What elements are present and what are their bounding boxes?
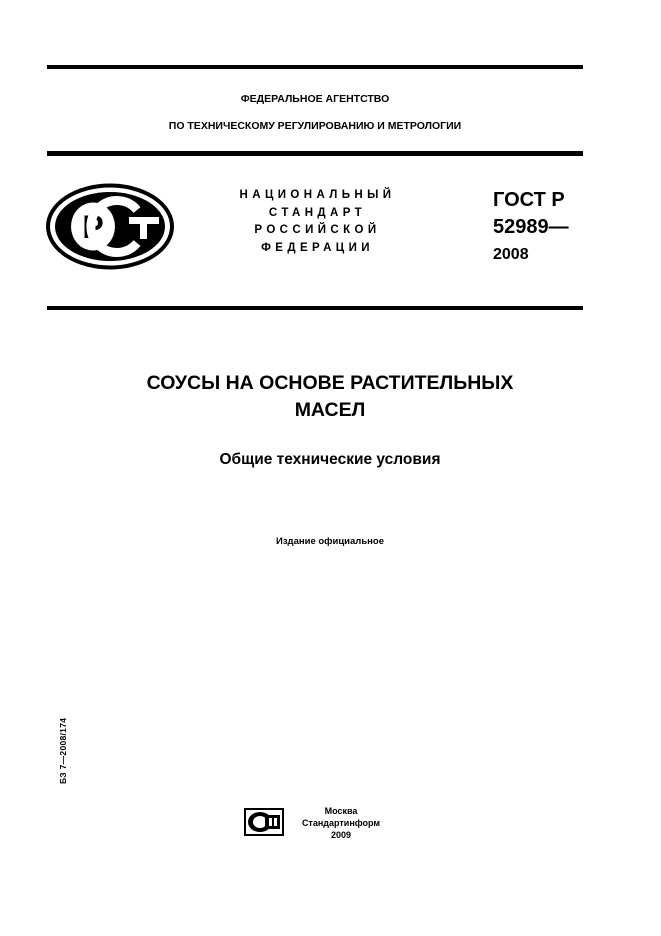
document-subtitle: Общие технические условия	[219, 451, 441, 468]
publisher-block	[294, 805, 388, 841]
agency-line-1: ФЕДЕРАЛЬНОЕ АГЕНТСТВО	[240, 93, 390, 105]
title-line-1: СОУСЫ НА ОСНОВЕ РАСТИТЕЛЬНЫХ	[146, 372, 514, 394]
svg-text:Р: Р	[82, 209, 104, 245]
publisher-city: Москва	[324, 806, 358, 816]
national-line-3: РОССИЙСКОЙ	[254, 224, 381, 236]
national-line-2: СТАНДАРТ	[268, 206, 367, 219]
agency-line-2: ПО ТЕХНИЧЕСКОМУ РЕГУЛИРОВАНИЮ И МЕТРОЛОГИИ	[168, 120, 462, 132]
standard-rule	[47, 306, 583, 310]
header-rule	[47, 151, 583, 156]
rst-certification-logo	[45, 183, 175, 270]
national-line-4: ФЕДЕРАЦИИ	[261, 241, 374, 254]
document-title	[47, 370, 613, 424]
side-code: БЗ 7—2008/174	[58, 717, 68, 784]
national-line-1: НАЦИОНАЛЬНЫЙ	[239, 189, 396, 201]
national-standard-heading	[205, 187, 430, 257]
title-line-2: МАСЕЛ	[294, 399, 366, 421]
publisher-year: 2009	[330, 830, 352, 840]
edition-label: Издание официальное	[276, 536, 384, 547]
standartinform-logo	[244, 808, 284, 836]
gost-line-2: 52989—	[493, 216, 569, 238]
gost-line-1: ГОСТ Р	[493, 189, 565, 211]
gost-year: 2008	[493, 246, 529, 263]
gost-designation	[493, 187, 569, 268]
top-rule	[47, 65, 583, 69]
publisher-name: Стандартинформ	[301, 818, 381, 828]
